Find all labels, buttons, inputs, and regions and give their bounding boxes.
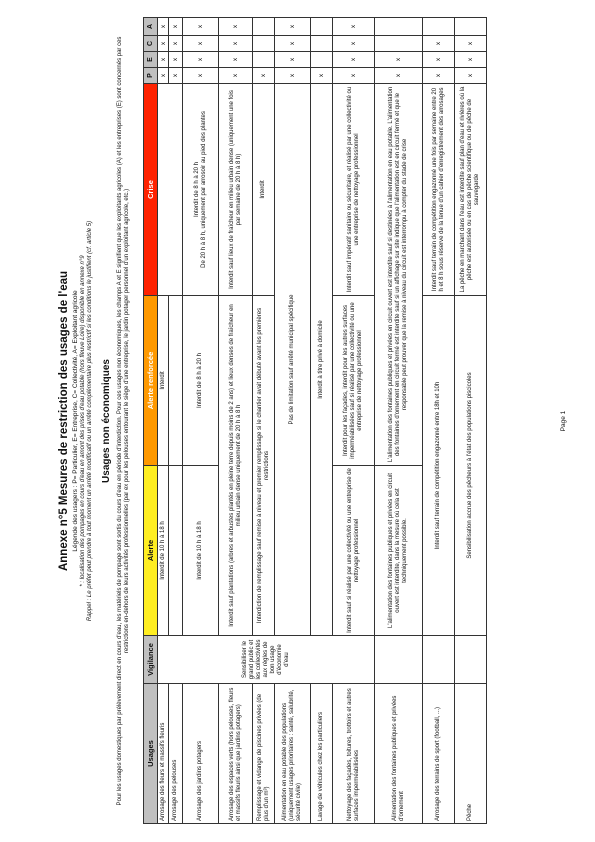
renforcee-cell: L'alimentation des fontaines publiques et privées en circuit ouvert est interdite sauf si destinées à l'alimentation en eau potable. L'alimentation des fontaines d'ornement en circuit fermé est interdite sauf si un affichage sur site indique que l'alimentation est en circuit fermé et que le responsable peut prouver que la remise à niveau du circuit est interrompu à compter du stade de crise xyxy=(375,84,423,466)
header-crise: Crise xyxy=(144,84,158,296)
intro-paragraph: Pour les usages domestiques par prélèvement direct en cours d'eau, les matériels de pompage sont sortis du cours d'eau en période d'interdiction. Pour ces usages non économiques, les champs A et E signifient que les exploitants agricoles (A) et les entreprises (E) sont concernés par ces restrictions en-dehors de leurs activités professionnelles (par ex pour les pelouses entourant le siège d'une entreprise, le jardin potager personnel d'un exploitant agricole, etc.) xyxy=(117,36,130,806)
c-mark: x xyxy=(169,36,183,52)
p-mark: x xyxy=(333,68,375,84)
renforcee-cell: Interdit pour les façades, interdit pour les autres surfaces imperméabilisées sauf si réalisé par une collectivité ou une entreprise de nettoyage professionnel xyxy=(333,296,375,466)
usage-cell: Lavage de véhicules chez les particuliers xyxy=(311,684,333,824)
alerte-cell: Sensibilisation accrue des pêcheurs à l'état des populations piscicoles xyxy=(455,296,487,636)
usage-cell: Arrosage des fleurs et massifs fleuris xyxy=(158,684,169,824)
e-mark: x xyxy=(375,52,423,68)
alerte-cell: Interdit de 10 h à 18 h xyxy=(183,466,219,636)
alerte-cell: Interdit sauf plantations (arbres et arbustes plantés en pleine terre depuis moins de 2 ans) et lieux denses de fraîcheur en milieu urbain dense uniquement de 20 h à 8 h xyxy=(219,296,253,636)
section-title: Usages non économiques xyxy=(101,359,112,483)
note-localisation: * : localisation des pompages en cours d'eau en amont des prises d'eau potable (hors fleuve Loire) disponible en annexe n°9 xyxy=(80,255,86,587)
page-number: Page 1 xyxy=(560,410,567,432)
alerte-cell: Interdiction de remplissage sauf remise à niveau et premier remplissage si le chantier avait débuté avant les premières restrictions xyxy=(253,296,275,636)
crise-cell: Interdit sauf lieux de fraîcheur en milieu urbain dense (uniquement une fois par semaine de 20 h à 8 h) xyxy=(219,84,253,296)
renforcee-cell: Interdit xyxy=(158,296,169,466)
a-mark xyxy=(455,18,487,36)
p-mark: x xyxy=(311,68,333,84)
table-row xyxy=(375,18,423,824)
usage-cell: Pêche xyxy=(455,684,487,824)
c-mark: x xyxy=(455,36,487,52)
usage-cell: Alimentation en eau potable des populations (uniquement usages prioritaires : santé, salubrité, sécurité civile) xyxy=(275,684,311,824)
crise-cell: Interdit xyxy=(253,84,275,296)
c-mark: x xyxy=(158,36,169,52)
c-mark: x xyxy=(219,36,253,52)
table-row xyxy=(275,18,311,824)
table-row xyxy=(183,18,219,824)
vigilance-empty-cell xyxy=(375,636,423,684)
crise-cell xyxy=(158,84,183,296)
usage-cell: Arrosage des pelouses xyxy=(169,684,183,824)
header-e: E xyxy=(144,52,158,68)
header-alerte: Alerte xyxy=(144,466,158,636)
restriction-table xyxy=(143,17,487,824)
crise-cell: Interdit sauf impératif sanitaire ou sécuritaire, et réalisé par une collectivité ou une entreprise de nettoyage professionnel xyxy=(333,84,375,296)
table-row xyxy=(311,18,333,824)
a-mark: x xyxy=(169,18,183,36)
a-mark xyxy=(311,18,333,36)
alerte-cell xyxy=(169,466,183,636)
e-mark: x xyxy=(158,52,169,68)
header-p: P xyxy=(144,68,158,84)
header-a: A xyxy=(144,18,158,36)
alerte-cell: Interdit sauf terrain de compétition engazonné entre 18h et 10h xyxy=(423,296,455,636)
usage-cell: Arrosage des espaces verts (hors pelouses, fleurs et massifs fleuris ainsi que jardins potagers) xyxy=(219,684,253,824)
note-rappel: Rappel : Le préfet peut prendre à tout moment un arrêté modificatif ou un arrêté complémentaire plus restrictif si les conditions le justifient (cf. article 5) xyxy=(87,220,93,622)
usage-cell: Remplissage et vidange de piscines privées (de plus d'un m³) xyxy=(253,684,275,824)
a-mark: x xyxy=(158,18,169,36)
header-vigilance: Vigilance xyxy=(144,636,158,684)
legend-line: Légende des usagers : P= Particulier, E= Entreprise, C= Collectivité, A= Exploitant agricole xyxy=(72,290,79,552)
alerte-cell: Pas de limitation sauf arrêté municipal spécifique xyxy=(275,84,311,636)
p-mark: x xyxy=(275,68,311,84)
usage-cell: Arrosage des terrains de sport (football, ...) xyxy=(423,684,455,824)
c-mark xyxy=(253,36,275,52)
table-row xyxy=(158,18,169,824)
table-row xyxy=(333,18,375,824)
a-mark xyxy=(423,18,455,36)
c-mark xyxy=(311,36,333,52)
a-mark: x xyxy=(183,18,219,36)
alerte-cell: Interdit sauf si réalisé par une collectivité ou une entreprise de nettoyage professionnel xyxy=(333,466,375,636)
e-mark xyxy=(253,52,275,68)
table-row xyxy=(219,18,253,824)
table-header-row xyxy=(144,18,158,824)
e-mark: x xyxy=(333,52,375,68)
a-mark: x xyxy=(219,18,253,36)
alerte-cell: L'alimentation des fontaines publiques et privées en circuit ouvert est interdite, dans la mesure où cela est techniquement possible. xyxy=(375,466,423,636)
e-mark: x xyxy=(169,52,183,68)
a-mark xyxy=(375,18,423,36)
c-mark: x xyxy=(275,36,311,52)
c-mark: x xyxy=(333,36,375,52)
vigilance-empty-cell xyxy=(423,636,455,684)
p-mark: x xyxy=(183,68,219,84)
a-mark: x xyxy=(333,18,375,36)
p-mark: x xyxy=(158,68,169,84)
usage-cell: Arrosage des jardins potagers xyxy=(183,684,219,824)
e-mark: x xyxy=(183,52,219,68)
p-mark: x xyxy=(455,68,487,84)
renforcee-cell: Interdit de 8 h à 20 h xyxy=(183,296,219,466)
c-mark xyxy=(375,36,423,52)
crise-cell: La pêche en marchant dans l'eau est interdite sauf plan d'eau et rivières où la pêche est autorisée ou en cas de pêche scientifique ou de pêche de sauvegarde xyxy=(455,84,487,296)
crise-cell: Interdit sauf terrain de compétition engazonné une fois par semaine entre 20 h et 8 h sous réserve de la tenue d'un cahier d'enregistrement des arrosages xyxy=(423,84,455,296)
e-mark xyxy=(311,52,333,68)
e-mark: x xyxy=(219,52,253,68)
crise-cell: Interdit de 8 h à 20 h De 20 h à 8 h, uniquement par arrosoir au pied des plantes xyxy=(183,84,219,296)
header-alerte-renforcee: Alerte renforcée xyxy=(144,296,158,466)
table-row xyxy=(423,18,455,824)
c-mark: x xyxy=(423,36,455,52)
p-mark: x xyxy=(169,68,183,84)
a-mark xyxy=(253,18,275,36)
usage-cell: Nettoyage des façades, toitures, trottoirs et autres surfaces imperméabilisées xyxy=(333,684,375,824)
usage-cell: Alimentation des fontaines publiques et privées d'ornement xyxy=(375,684,423,824)
e-mark: x xyxy=(423,52,455,68)
header-c: C xyxy=(144,36,158,52)
document-title: Annexe n°5 Mesures de restriction des usages de l'eau xyxy=(58,270,70,572)
table-row xyxy=(253,18,275,824)
alerte-cell: Interdit à titre privé à domicile xyxy=(311,84,333,636)
vigilance-cell: Sensibiliser le grand public et les collectivités aux règles de bon usage d'économie d'eau xyxy=(158,636,375,684)
vigilance-empty-cell xyxy=(455,636,487,684)
renforcee-cell xyxy=(169,296,183,466)
c-mark: x xyxy=(183,36,219,52)
a-mark: x xyxy=(275,18,311,36)
p-mark: x xyxy=(253,68,275,84)
table-row xyxy=(455,18,487,824)
alerte-cell: Interdit de 10 h à 18 h xyxy=(158,466,169,636)
e-mark: x xyxy=(275,52,311,68)
p-mark: x xyxy=(219,68,253,84)
p-mark: x xyxy=(375,68,423,84)
p-mark: x xyxy=(423,68,455,84)
e-mark: x xyxy=(455,52,487,68)
header-usages: Usages xyxy=(144,684,158,824)
